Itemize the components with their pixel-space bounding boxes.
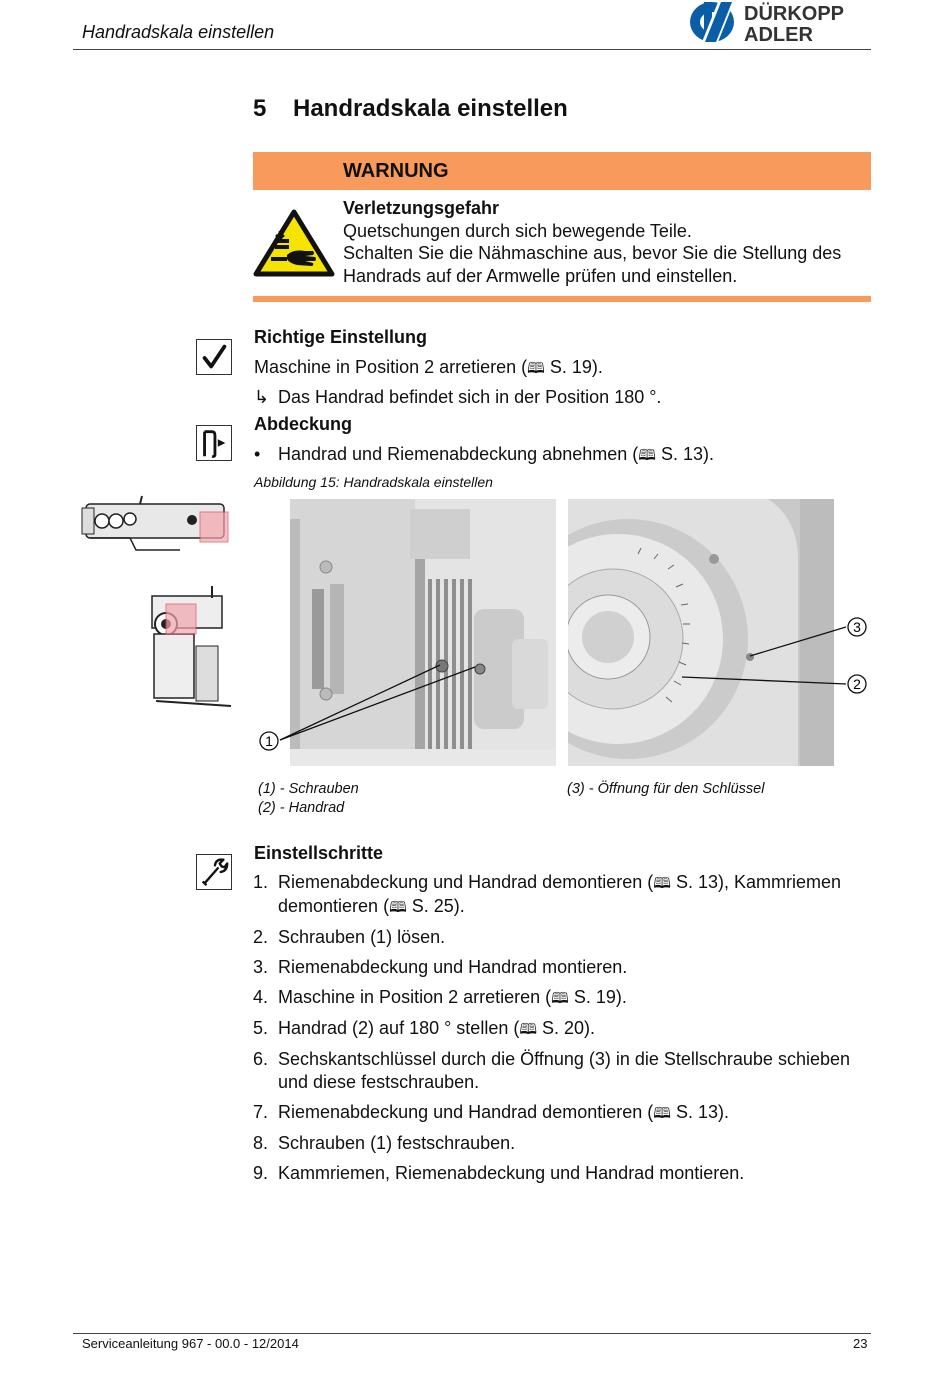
warning-bottom-bar [253,296,871,302]
correct-setting-text: Maschine in Position 2 arretieren (🕮 S. 19). [254,357,603,383]
duerkopp-adler-logo [688,0,873,44]
checkmark-icon [196,339,232,375]
steps-heading: Einstellschritte [254,843,384,863]
cover-removal-icon [196,425,232,461]
machine-side-view-thumbnail [136,576,236,716]
legend-item-3: (3) - Öffnung für den Schlüssel [567,781,765,797]
page-ref-link[interactable]: S. 25). [406,896,465,916]
warning-title: Verletzungsgefahr [343,198,500,218]
list-item: 2. Schrauben (1) lösen. [253,927,446,947]
steps-list [253,871,871,1192]
header-divider [73,49,871,50]
chapter-title: Handradskala einstellen [293,95,568,122]
list-item: 1. Riemenabdeckung und Handrad demontieren (🕮 S. 13), Kammriemen demontieren (🕮 S. 25). [253,871,871,919]
cover-heading: Abdeckung [254,414,353,434]
list-item: 3. Riemenabdeckung und Handrad montieren. [253,957,628,977]
book-reference-icon: 🕮 [389,899,407,916]
page-ref-link[interactable]: S. 13), Kammriemen demontieren ( [278,872,841,916]
correct-setting-result: ↳ Das Handrad befindet sich in der Position 180 °. [254,387,662,407]
footer-document-id: Serviceanleitung 967 - 00.0 - 12/2014 [82,1336,299,1351]
figure-caption: Abbildung 15: Handradskala einstellen [254,474,493,490]
book-reference-icon: 🕮 [527,360,545,377]
page-ref-link[interactable]: S. 19). [568,987,627,1007]
callout-2: 2 [853,676,861,692]
book-reference-icon: 🕮 [551,990,569,1007]
legend-item-1: (1) - Schrauben [258,781,359,797]
brand-line2: ADLER [744,24,813,44]
callout-1: 1 [265,733,273,749]
wrench-icon [196,854,232,890]
figure-callouts [250,610,880,760]
page-ref-link[interactable]: S. 13). [655,444,714,464]
list-item: 4. Maschine in Position 2 arretieren (🕮 S. 19). [253,986,871,1010]
list-item: 8. Schrauben (1) festschrauben. [253,1133,516,1153]
header-title: Handradskala einstellen [82,22,275,42]
legend-item-2: (2) - Handrad [258,800,345,816]
warning-line1: Quetschungen durch sich bewegende Teile. [343,220,692,241]
warning-label: WARNUNG [343,160,449,182]
book-reference-icon: 🕮 [638,447,656,464]
list-item: 9. Kammriemen, Riemenabdeckung und Handrad montieren. [253,1163,745,1183]
brand-line1: DÜRKOPP [744,3,845,25]
correct-setting-heading: Richtige Einstellung [254,327,428,347]
crush-hazard-warning-icon [253,209,335,277]
page-ref-link[interactable]: S. 13). [670,1102,729,1122]
page-ref-link[interactable]: S. 20). [537,1018,596,1038]
book-reference-icon: 🕮 [519,1021,538,1038]
chapter-number: 5 [253,95,267,122]
warning-text [343,197,873,287]
cover-text: • Handrad und Riemenabdeckung abnehmen (🕮 S. 13). [254,444,714,470]
book-reference-icon: 🕮 [653,1105,671,1122]
page-number: 23 [853,1336,868,1351]
chapter-heading [253,95,568,123]
list-item: 5. Handrad (2) auf 180 ° stellen (🕮 S. 20). [253,1017,871,1041]
book-reference-icon: 🕮 [653,875,671,892]
warning-line2: Schalten Sie die Nähmaschine aus, bevor Sie die Stellung des Handrads auf der Armwelle prüfen und einstellen. [343,243,842,286]
footer-divider [73,1333,871,1334]
callout-3: 3 [853,619,861,635]
machine-top-view-thumbnail [80,494,230,556]
result-arrow-icon: ↳ [254,387,270,407]
list-item: 6. Sechskantschlüssel durch die Öffnung (3) in die Stellschraube schieben und diese festschrauben. [253,1049,851,1092]
list-item: 7. Riemenabdeckung und Handrad demontieren (🕮 S. 13). [253,1101,871,1125]
page-ref-link[interactable]: S. 19). [544,357,603,377]
